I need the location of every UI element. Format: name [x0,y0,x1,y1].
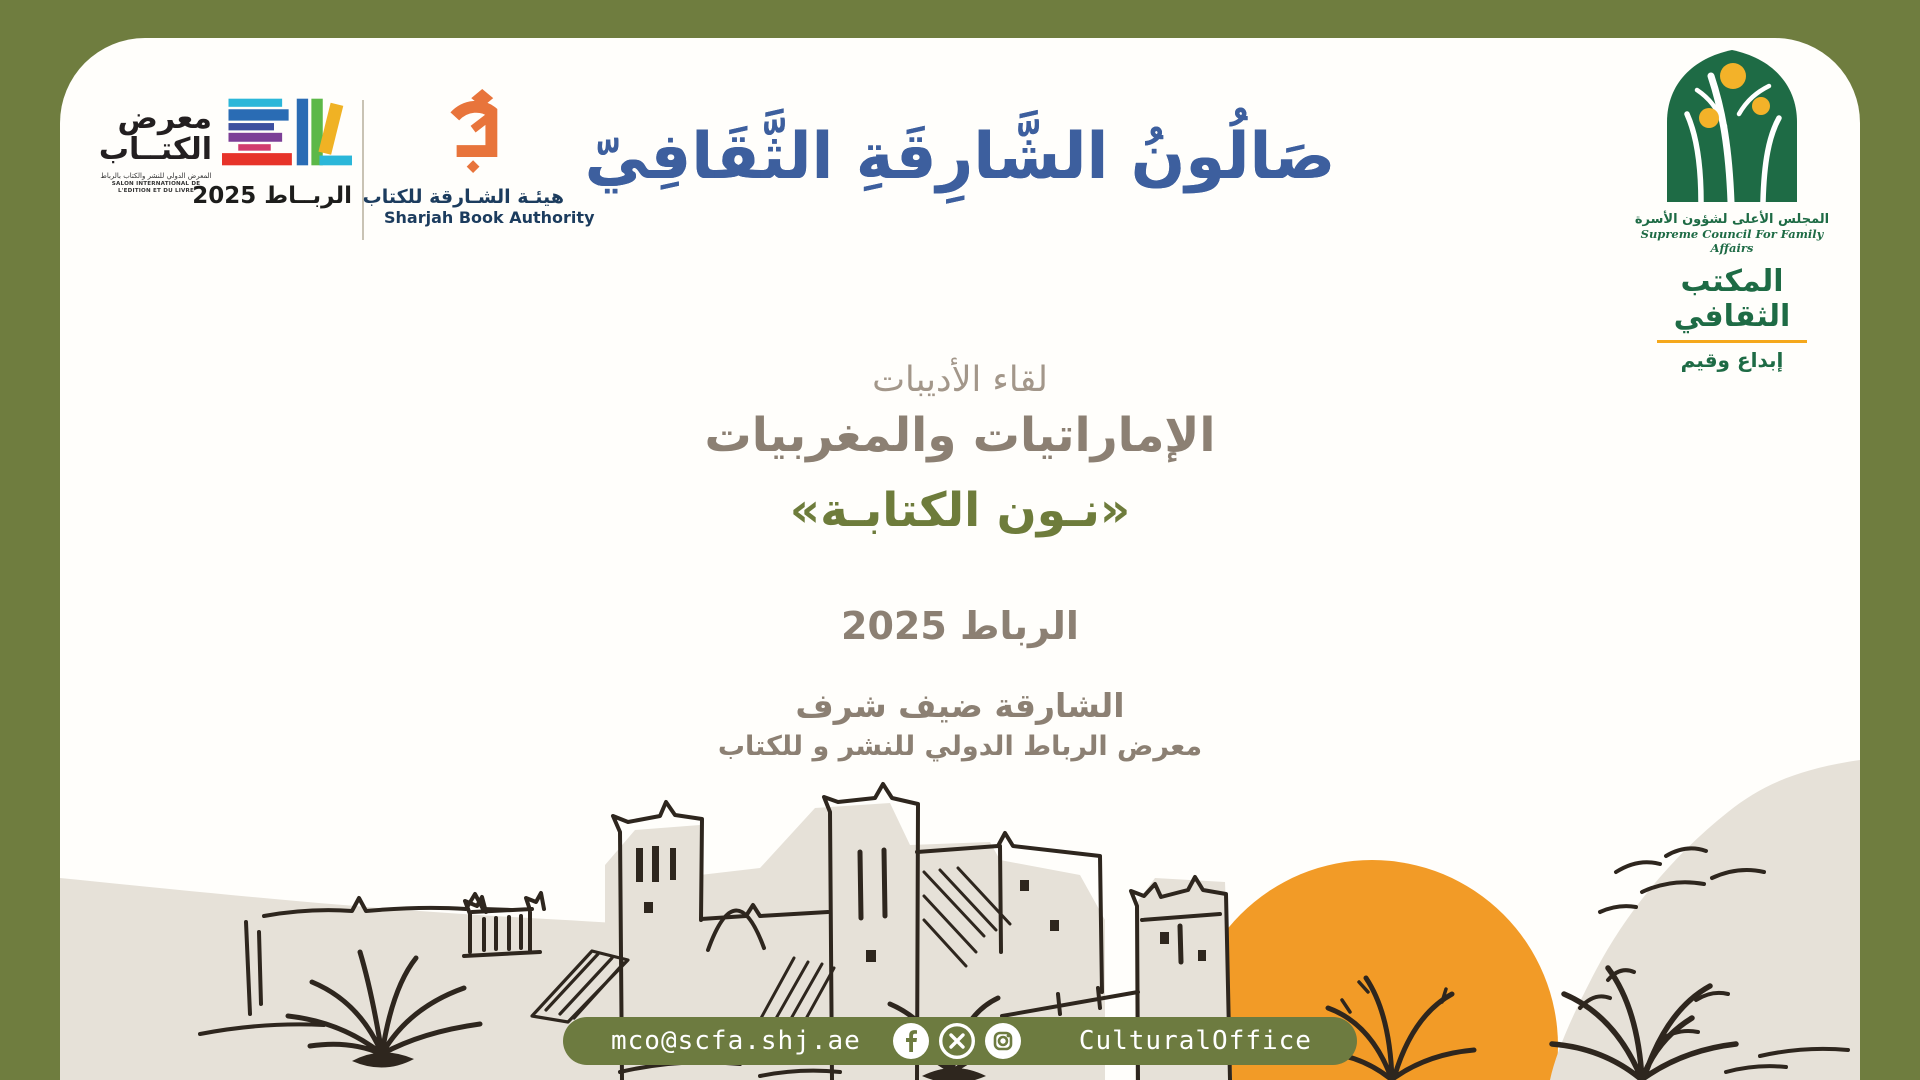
poster-card [60,38,1860,1080]
event-line-noon-alkitaba: «نـون الكتابـة» [789,483,1131,538]
sba-name-english: Sharjah Book Authority [384,208,595,227]
event-line-participants: الإماراتيات والمغربيات [704,408,1216,463]
scfa-council-name-english: Supreme Council For Family Affairs [1640,227,1824,255]
cultural-office-name: المكتب الثقافي [1673,264,1791,334]
fair-city-year: الربــاط 2025 [192,183,352,209]
fair-subtitle-french: SALON INTERNATIONAL DE L'EDITION ET DU LIVRE [111,180,201,194]
salon-calligraphy-title: صَالُونُ الشَّارِقَةِ الثَّقَافِيّ [584,120,1336,194]
event-fair-name: معرض الرباط الدولي للنشر و للكتاب [717,731,1203,762]
facebook-icon[interactable] [893,1023,929,1059]
scfa-logo-block [1626,50,1838,372]
event-city-year: الرباط 2025 [841,604,1079,648]
social-handle[interactable]: CulturalOffice [1078,1026,1312,1056]
x-icon[interactable] [939,1023,975,1059]
scfa-council-name-arabic: المجلس الأعلى لشؤون الأسرة [1634,212,1830,227]
kasbah-illustration [60,620,1860,1080]
scfa-tagline: إبداع وقيم [1680,348,1784,372]
event-line-meeting: لقاء الأديبات [872,360,1048,400]
contact-email[interactable]: mco@scfa.shj.ae [611,1026,861,1056]
event-guest-of-honor: الشارقة ضيف شرف [795,686,1125,725]
contact-bar [563,1017,1357,1065]
instagram-icon[interactable] [985,1023,1021,1059]
fair-title-ar-line1: معرض [117,101,212,136]
yellow-rule [1657,340,1807,343]
fair-subtitle-arabic: المعرض الدولي للنشر والكتاب بالرباط [100,172,212,181]
sba-name-arabic: هيئـة الشـارقة للكتاب [362,186,564,208]
fair-title-ar-line2: الكتــاب [98,131,212,167]
scfa-arch-icon [1667,50,1797,202]
